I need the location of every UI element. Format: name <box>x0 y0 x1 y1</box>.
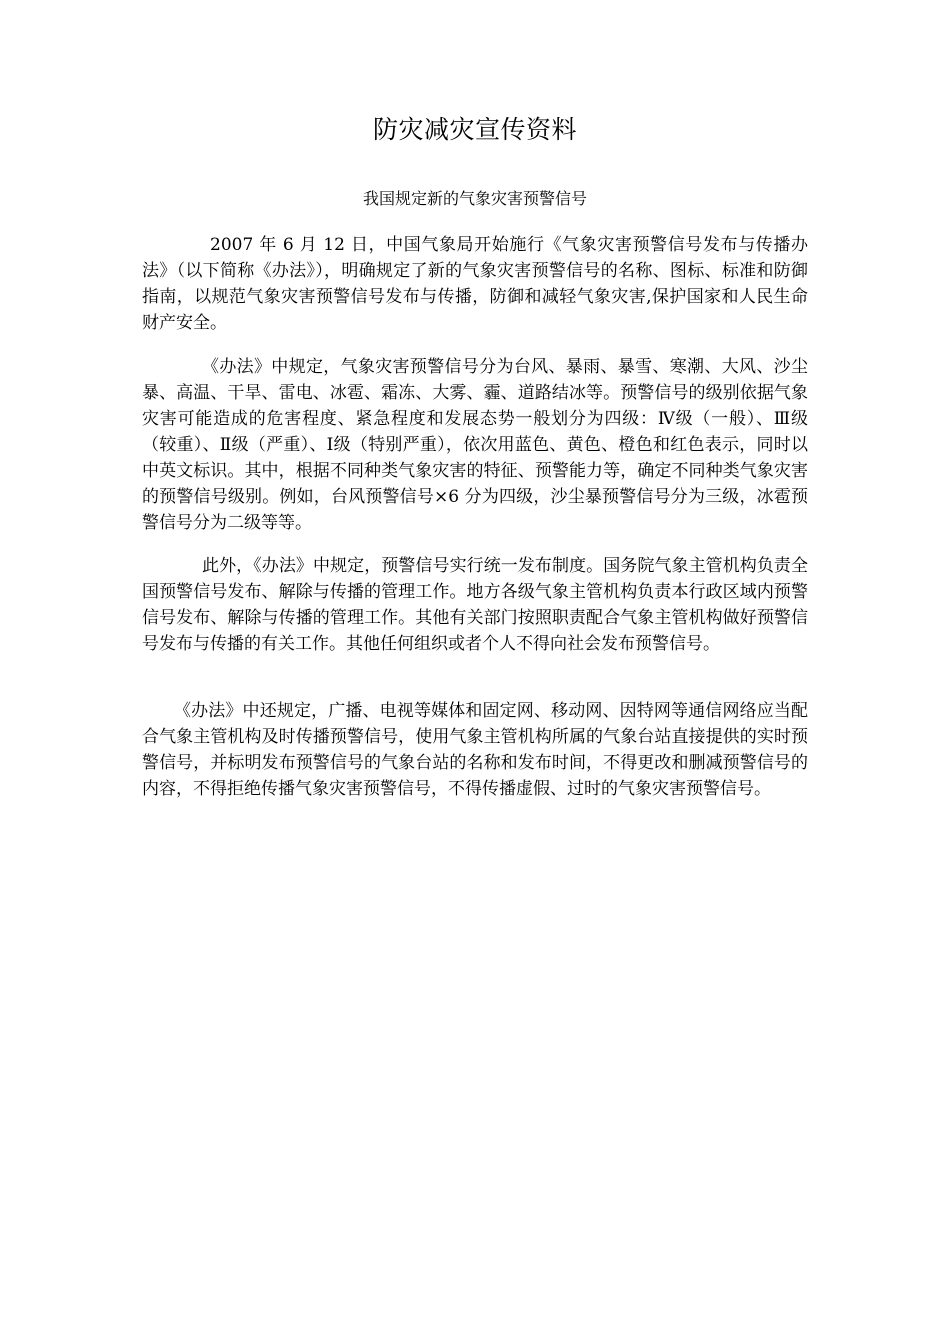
document-title: 防灾减灾宣传资料 <box>372 115 577 144</box>
paragraph-signal-types: 《办法》中规定，气象灾害预警信号分为台风、暴雨、暴雪、寒潮、大风、沙尘暴、高温、干旱、雷电、冰雹、霜冻、大雾、霾、道路结冰等。预警信号的级别依据气象灾害可能造成的危害程度、紧急程度和发展态势一般划分为四级：Ⅳ级（一般）、Ⅲ级（较重）、Ⅱ级（严重）、Ⅰ级（特别严重），依次用蓝色、黄色、橙色和红色表示，同时以中英文标识。其中，根据不同种类气象灾害的特征、预警能力等，确定不同种类气象灾害的预警信号级别。例如，台风预警信号×6 分为四级，沙尘暴预警信号分为三级，冰雹预警信号分为二级等等。 <box>142 357 808 533</box>
paragraph-intro: 2007 年 6 月 12 日，中国气象局开始施行《气象灾害预警信号发布与传播办法》（以下简称《办法》），明确规定了新的气象灾害预警信号的名称、图标、标准和防御指南，以规范气象灾害预警信号发布与传播，防御和减轻气象灾害,保护国家和人民生命财产安全。 <box>142 235 808 333</box>
document-subtitle: 我国规定新的气象灾害预警信号 <box>362 189 587 208</box>
paragraph-release-system: 此外，《办法》中规定，预警信号实行统一发布制度。国务院气象主管机构负责全国预警信号发布、解除与传播的管理工作。地方各级气象主管机构负责本行政区域内预警信号发布、解除与传播的管理工作。其他有关部门按照职责配合气象主管机构做好预警信号发布与传播的有关工作。其他任何组织或者个人不得向社会发布预警信号。 <box>142 556 808 654</box>
paragraph-media-rules: 《办法》中还规定，广播、电视等媒体和固定网、移动网、因特网等通信网络应当配合气象主管机构及时传播预警信号，使用气象主管机构所属的气象台站直接提供的实时预警信号，并标明发布预警信号的气象台站的名称和发布时间，不得更改和删减预警信号的内容，不得拒绝传播气象灾害预警信号，不得传播虚假、过时的气象灾害预警信号。 <box>142 701 808 799</box>
